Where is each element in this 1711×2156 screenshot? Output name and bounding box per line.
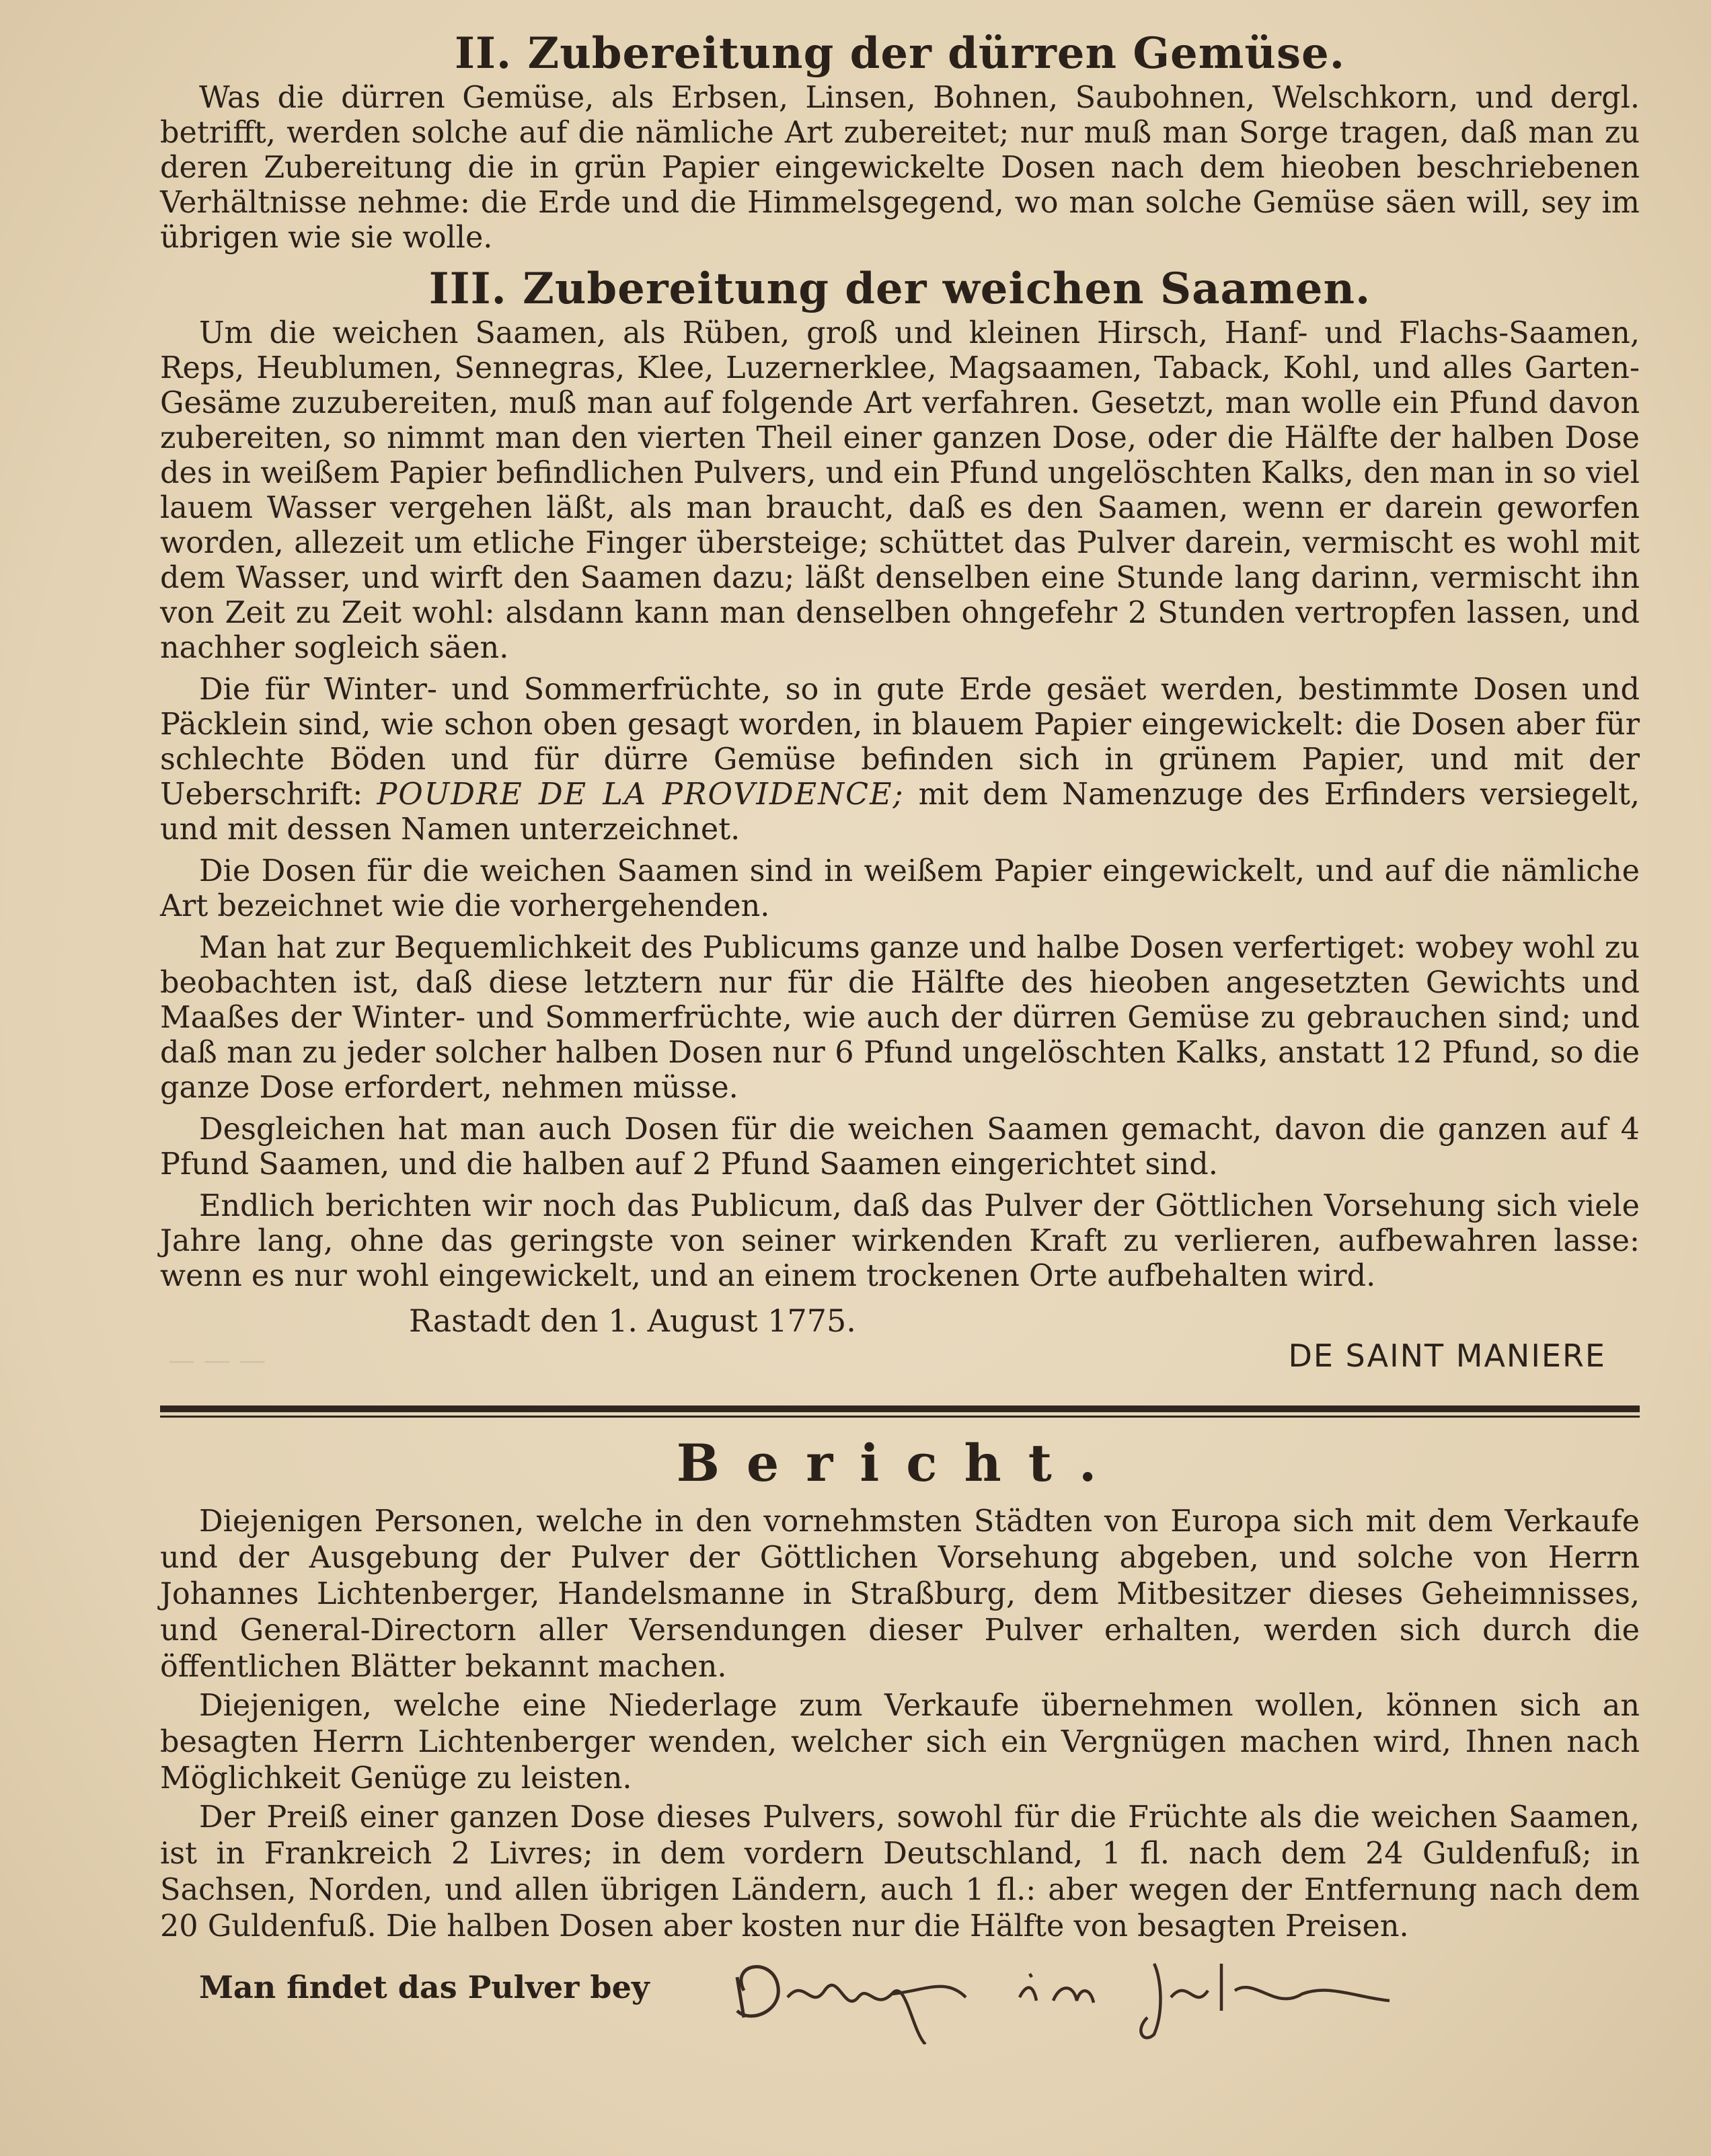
paragraph-prices: Der Preiß einer ganzen Dose dieses Pulvers, sowohl für die Früchte als die weichen Saamen, ist in Frankreich 2 Livres; in dem vordern Deutschland, 1 fl. nach dem 24 Guldenfuß; in Sachsen, Norden, und allen übrigen Ländern, auch 1 fl.: aber wegen der Entfernung nach dem 20 Guldenfuß. Die halben Dosen aber kosten nur die Hälfte von besagten Preisen. xyxy=(160,1800,1640,1943)
section-heading-soft-seeds: III. Zubereitung der weichen Saamen. xyxy=(428,264,1371,314)
paragraph-storage: Endlich berichten wir noch das Publicum, daß das Pulver der Göttlichen Vorsehung sich viele Jahre lang, ohne das geringste von seiner wirkenden Kraft zu verlieren, aufbewahren lasse: wenn es nur wohl eingewickelt, und an einem trockenen Orte aufbehalten wird. xyxy=(160,1189,1640,1293)
signature: DE SAINT MANIERE xyxy=(1288,1338,1606,1374)
found-at-line xyxy=(199,1962,1640,2050)
section-heading-dry-vegetables: II. Zubereitung der dürren Gemüse. xyxy=(455,28,1345,79)
paragraph-distributors: Diejenigen Personen, welche in den vornehmsten Städten von Europa sich mit dem Verkaufe und der Ausgebung der Pulver der Göttlichen Vorsehung abgeben, und solche von Herrn Johannes Lichtenberger, Handelsmanne in Straßburg, dem Mitbesitzer dieses Geheimnisses, und General-Directorn aller Versendungen dieser Pulver erhalten, werden sich durch die öffentlichen Blätter bekannt machen. xyxy=(160,1504,1640,1684)
divider-rule xyxy=(160,1406,1640,1418)
product-name: POUDRE DE LA PROVIDENCE; xyxy=(377,777,905,812)
found-at-label: Man findet das Pulver bey xyxy=(199,1969,650,2005)
paragraph-text: Die für Winter- und Sommerfrüchte, so in gute Erde gesäet werden, bestimmte Dosen und Päcklein sind, wie schon oben gesagt worden, in blauem Papier eingewickelt: die Dosen aber für schlechte Böden und für dürre Gemüse befinden sich in grünem Papier, und mit der Ueberschrift: xyxy=(160,672,1640,812)
paragraph-soft-seed-boxes: Die Dosen für die weichen Saamen sind in weißem Papier eingewickelt, und auf die nämliche Art bezeichnet wie die vorhergehenden. xyxy=(160,854,1640,923)
paragraph-soft-seed-quantities: Desgleichen hat man auch Dosen für die weichen Saamen gemacht, davon die ganzen auf 4 Pfund Saamen, und die halben auf 2 Pfund Saamen eingerichtet sind. xyxy=(160,1112,1640,1182)
paragraph-depot: Diejenigen, welche eine Niederlage zum Verkaufe übernehmen wollen, können sich an besagten Herrn Lichtenberger wenden, welcher sich ein Vergnügen machen wird, Ihnen nach Möglichkeit Genüge zu leisten. xyxy=(160,1689,1640,1796)
document-content xyxy=(160,27,1640,2050)
handwritten-inscription xyxy=(724,1950,1396,2044)
divider-thick xyxy=(160,1406,1640,1412)
paragraph-text: mit dem Namenzuge des Erfinders versiegelt, und mit dessen Namen unterzeichnet. xyxy=(160,777,1640,847)
paragraph-soft-seeds-preparation: Um die weichen Saamen, als Rüben, groß und kleinen Hirsch, Hanf- und Flachs-Saamen, Reps, Heublumen, Sennegras, Klee, Luzernerklee, Magsaamen, Taback, Kohl, und alles Garten-Gesäme zuzubereiten, muß man auf folgende Art verfahren. Gesetzt, man wolle ein Pfund davon zubereiten, so nimmt man den vierten Theil einer ganzen Dose, oder die Hälfte der halben Dose des in weißem Papier befindlichen Pulvers, und ein Pfund ungelöschten Kalks, den man in so viel lauem Wasser vergehen läßt, als man braucht, daß es den Saamen, wenn er darein geworfen worden, allezeit um etliche Finger übersteige; schüttet das Pulver darein, vermischt es wohl mit dem Wasser, und wirft den Saamen dazu; läßt denselben eine Stunde lang darinn, vermischt ihn von Zeit zu Zeit wohl: alsdann kann man denselben ohngefehr 2 Stunden vertropfen lassen, und nachher sogleich säen. xyxy=(160,316,1640,665)
section-text-dry-vegetables: Was die dürren Gemüse, als Erbsen, Linsen, Bohnen, Saubohnen, Welschkorn, und dergl. betrifft, werden solche auf die nämliche Art zubereitet; nur muß man Sorge tragen, daß man zu deren Zubereitung die in grün Papier eingewickelte Dosen nach dem hieoben beschriebenen Verhältnisse nehme: die Erde und die Himmelsgegend, wo man solche Gemüse säen will, sey im übrigen wie sie wolle. xyxy=(160,81,1640,255)
bleed-through-text: — — — xyxy=(168,1345,266,1376)
paragraph-boxes-description xyxy=(160,672,1640,847)
paragraph-half-boxes: Man hat zur Bequemlichkeit des Publicums ganze und halbe Dosen verfertiget: wobey wohl zu beobachten ist, daß diese letztern nur für die Hälfte des hieoben angesetzten Gewichts und Maaßes der Winter- und Sommerfrüchte, wie auch der dürren Gemüse zu gebrauchen sind; und daß man zu jeder solcher halben Dosen nur 6 Pfund ungelöschten Kalks, anstatt 12 Pfund, so die ganze Dose erfordert, nehmen müsse. xyxy=(160,931,1640,1105)
divider-thin xyxy=(160,1416,1640,1418)
bericht-title: Bericht. xyxy=(676,1433,1124,1493)
dateline: Rastadt den 1. August 1775. xyxy=(409,1303,856,1339)
